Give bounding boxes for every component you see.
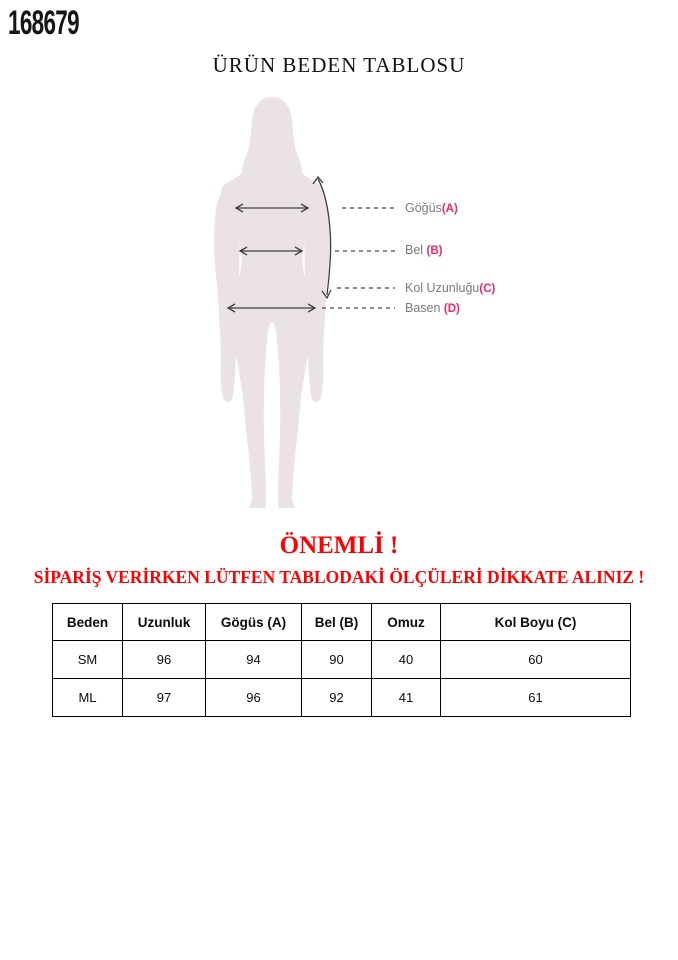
size-table [52,603,631,717]
col-header-bel: Bel (B) [302,604,372,641]
body-silhouette-right-arm [304,185,330,402]
cell-ml-uzunluk: 97 [123,679,206,717]
col-header-gogus: Gögüs (A) [206,604,302,641]
label-sleeve-text: Kol Uzunluğu [405,281,480,295]
cell-sm-kol-boyu: 60 [441,641,631,679]
col-header-beden: Beden [53,604,123,641]
col-header-omuz: Omuz [372,604,441,641]
cell-ml-bel: 92 [302,679,372,717]
cell-sm-beden: SM [53,641,123,679]
page-title: ÜRÜN BEDEN TABLOSU [212,53,466,77]
body-measurement-diagram [190,85,400,515]
label-hip-letter: (D) [443,303,460,315]
label-chest-text: Göğüs [405,201,442,215]
label-waist-letter: (B) [426,245,443,257]
label-chest-letter: (A) [441,203,458,215]
cell-ml-kol-boyu: 61 [441,679,631,717]
product-code: 168679 [8,4,79,42]
cell-ml-omuz: 41 [372,679,441,717]
warning-heading: ÖNEMLİ ! [279,532,399,559]
label-waist-text: Bel [405,243,427,257]
cell-ml-gogus: 96 [206,679,302,717]
label-chest [405,200,458,216]
cell-sm-omuz: 40 [372,641,441,679]
label-sleeve [405,280,495,296]
label-sleeve-letter: (C) [479,283,496,295]
col-header-uzunluk: Uzunluk [123,604,206,641]
cell-sm-gogus: 94 [206,641,302,679]
table-row-ml [53,679,631,717]
cell-sm-bel: 90 [302,641,372,679]
body-silhouette-left-arm [214,185,240,402]
size-table-header-row [53,604,631,641]
label-waist [405,242,443,258]
cell-ml-beden: ML [53,679,123,717]
label-hip [405,300,460,316]
cell-sm-uzunluk: 96 [123,641,206,679]
col-header-kol-boyu: Kol Boyu (C) [441,604,631,641]
label-hip-text: Basen [405,301,444,315]
warning-subheading: SİPARİŞ VERİRKEN LÜTFEN TABLODAKİ ÖLÇÜLERİ DİKKATE ALINIZ ! [33,567,645,587]
table-row-sm [53,641,631,679]
